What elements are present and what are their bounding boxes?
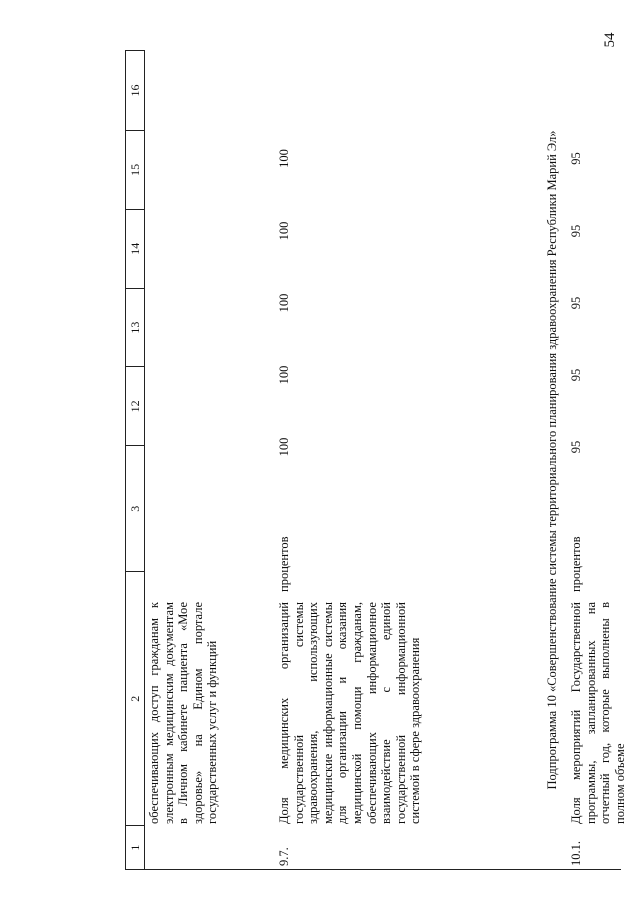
row-value-16: 95 — [569, 152, 583, 165]
continued-description: обеспечивающих доступ гражданам к электронным медицинским документам в Личном кабинете пациента «Мое здоровье» на Едином портале государственных услуг и функций — [147, 602, 220, 824]
row-value-14: 95 — [569, 296, 583, 310]
row-value-12: 95 — [569, 440, 583, 454]
row-number: 10.1. — [569, 841, 583, 866]
row-unit: процентов — [569, 536, 583, 592]
row-value-13: 100 — [277, 365, 291, 385]
table-header — [125, 50, 145, 870]
row-value-15: 100 — [277, 221, 291, 241]
row-description: Доля мероприятий Государственной программы, запланированных на отчетный год, которые выполнены в полном объеме — [569, 602, 627, 824]
row-value-12: 100 — [277, 437, 291, 457]
row-value-16: 100 — [277, 149, 291, 168]
header-col-2: 2 — [126, 572, 145, 826]
row-description: Доля медицинских организаций государственной системы здравоохранения, использующих медицинские информационные системы для организации и оказания медицинской помощи гражданам, обеспечивающих информационное взаимодействие с единой государственной информационной системой в сфере здравоохранения — [277, 602, 423, 824]
row-unit: процентов — [277, 536, 291, 592]
row-number: 9.7. — [277, 847, 291, 866]
row-value-13: 95 — [569, 368, 583, 382]
row-value-14: 100 — [277, 293, 291, 313]
header-col-16: 16 — [126, 51, 145, 131]
page-number: 54 — [602, 32, 618, 48]
header-col-15: 15 — [126, 130, 145, 209]
header-col-1: 1 — [126, 826, 145, 870]
header-col-13: 13 — [126, 288, 145, 367]
header-col-12: 12 — [126, 367, 145, 446]
table-row — [277, 50, 423, 870]
header-col-3: 3 — [126, 446, 145, 572]
row-value-15: 95 — [569, 224, 583, 238]
table-row-continued — [147, 50, 220, 870]
rotated-table-page — [125, 10, 630, 870]
header-col-14: 14 — [126, 209, 145, 288]
table-row — [569, 50, 627, 870]
subprogram-title: Подпрограмма 10 «Совершенствование системы территориального планирования здравоохранения Республики Марий Эл» — [545, 130, 559, 790]
